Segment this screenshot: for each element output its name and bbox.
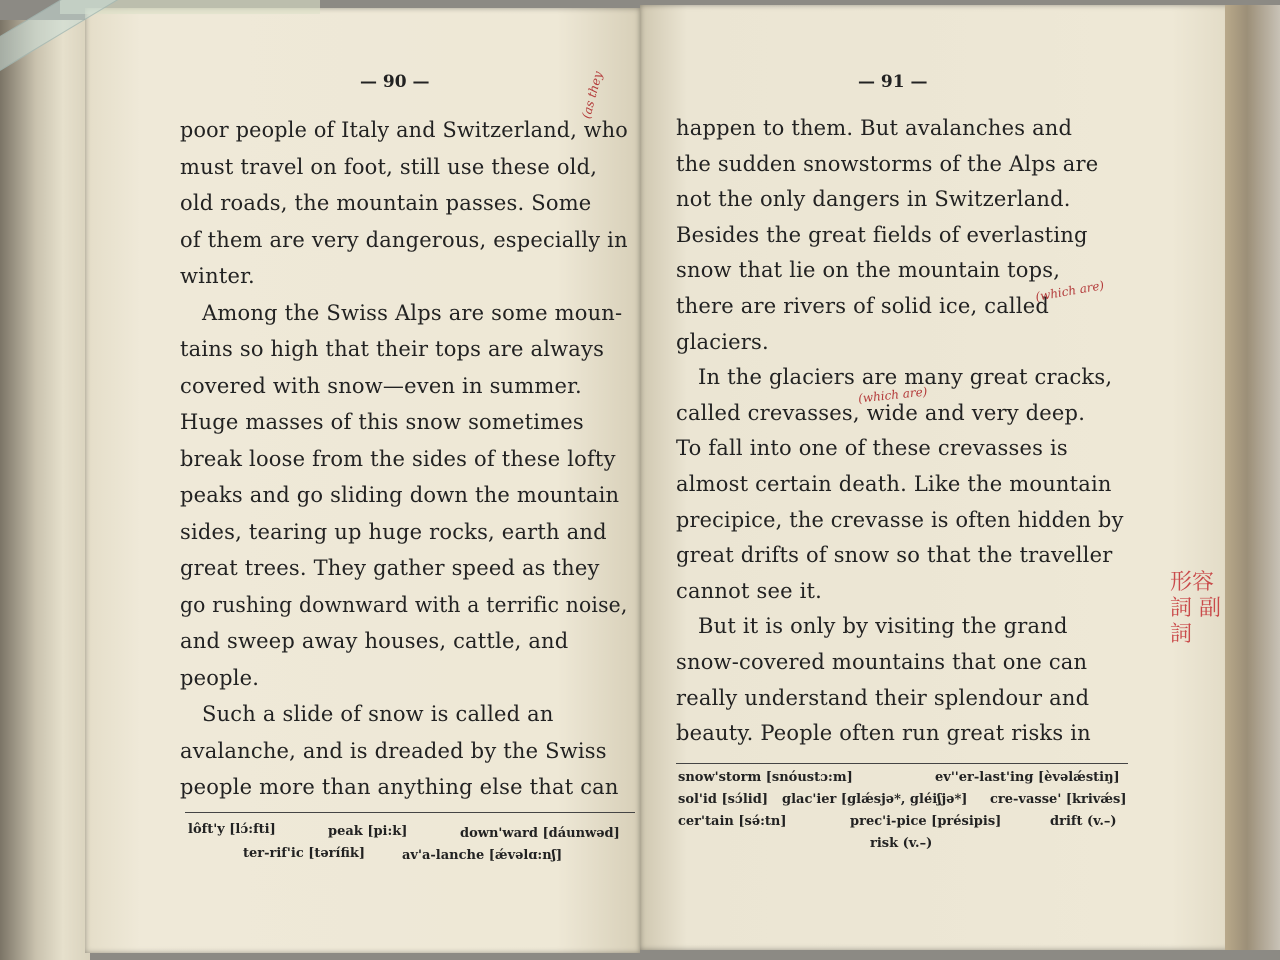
- right-text-line: called crevasses, wide and very deep.: [676, 400, 1086, 425]
- right-text-line: snow that lie on the mountain tops,: [676, 258, 1061, 283]
- left-text-line: Such a slide of snow is called an: [202, 702, 554, 726]
- left-gloss-item: ter-rif'ic [tərífik]: [243, 846, 366, 861]
- left-text-line: tains so high that their tops are always: [180, 337, 605, 361]
- right-text-line: really understand their splendour and: [676, 685, 1090, 710]
- left-gloss-item: down'ward [dáunwəd]: [460, 826, 620, 841]
- left-text-line: great trees. They gather speed as they: [180, 556, 600, 580]
- right-gloss-item: drift (v.–): [1050, 814, 1117, 829]
- right-gloss-item: risk (v.–): [870, 836, 933, 851]
- right-text-line: happen to them. But avalanches and: [676, 116, 1073, 140]
- left-text-line: covered with snow—even in summer.: [180, 373, 582, 398]
- left-text-line: go rushing downward with a terrific noise,: [180, 592, 628, 617]
- left-gloss-item: lôft'y [lɔ́:fti]: [188, 822, 276, 837]
- right-page-number: — 91 —: [858, 72, 928, 92]
- left-gloss-item: av'a-lanche [ǽvəlɑ:nʃ]: [402, 848, 563, 863]
- right-text-line: the sudden snowstorms of the Alps are: [676, 151, 1099, 176]
- right-text-line: cannot see it.: [676, 578, 823, 603]
- handwritten-note: (which are): [857, 384, 929, 406]
- right-gloss-item: sol'id [sɔ́lid]: [678, 792, 768, 807]
- right-gloss-item: snow'storm [snóustɔ:m]: [678, 770, 853, 785]
- left-gloss-item: peak [pi:k]: [328, 824, 408, 839]
- left-text-line: winter.: [180, 264, 255, 288]
- right-text-line: Besides the great fields of everlasting: [676, 222, 1088, 247]
- left-text-line: Huge masses of this snow sometimes: [180, 410, 584, 434]
- right-glossary-divider: [676, 763, 1128, 764]
- left-text-line: and sweep away houses, cattle, and: [180, 629, 569, 653]
- right-text-line: precipice, the crevasse is often hidden by: [676, 507, 1124, 532]
- handwritten-note: (as they: [579, 69, 606, 121]
- right-gloss-item: prec'i-pice [présipis]: [850, 814, 1002, 829]
- handwritten-cjk-note: 形容詞 副詞: [1170, 570, 1221, 647]
- right-text-line: not the only dangers in Switzerland.: [676, 187, 1071, 212]
- left-text-line: old roads, the mountain passes. Some: [180, 191, 592, 215]
- left-text-line: sides, tearing up huge rocks, earth and: [180, 519, 607, 544]
- right-gloss-item: ev''er-last'ing [èvəlǽstiŋ]: [935, 770, 1120, 785]
- left-text-line: must travel on foot, still use these old,: [180, 154, 598, 179]
- right-text-line: there are rivers of solid ice, called: [676, 294, 1050, 318]
- right-text-line: almost certain death. Like the mountain: [676, 472, 1112, 496]
- left-text-line: of them are very dangerous, especially in: [180, 227, 628, 252]
- left-text-line: people more than anything else that can: [180, 775, 619, 799]
- left-text-line: break loose from the sides of these lofty: [180, 446, 616, 471]
- right-text-line: But it is only by visiting the grand: [698, 614, 1068, 639]
- left-text-line: avalanche, and is dreaded by the Swiss: [180, 738, 607, 763]
- handwritten-note: (which are): [1034, 278, 1106, 304]
- left-text-line: people.: [180, 665, 260, 690]
- right-gloss-item: cre-vasse' [krivǽs]: [990, 792, 1127, 807]
- left-text-line: peaks and go sliding down the mountain: [180, 483, 620, 507]
- left-glossary-divider: [185, 812, 635, 813]
- right-text-line: In the glaciers are many great cracks,: [698, 365, 1113, 390]
- left-text-line: poor people of Italy and Switzerland, who: [180, 118, 628, 142]
- right-text-line: To fall into one of these crevasses is: [676, 436, 1068, 461]
- right-cover-edge: [1225, 5, 1280, 950]
- right-gloss-item: glac'ier [glǽsjə*, gléiʃjə*]: [782, 792, 968, 807]
- book-spine-edge: [0, 20, 90, 960]
- left-page-number: — 90 —: [360, 72, 430, 92]
- right-text-line: great drifts of snow so that the traveller: [676, 543, 1113, 568]
- right-gloss-item: cer'tain [sə́:tn]: [678, 814, 787, 829]
- left-text-line: Among the Swiss Alps are some moun-: [202, 300, 623, 325]
- right-text-line: beauty. People often run great risks in: [676, 721, 1091, 746]
- right-text-line: snow-covered mountains that one can: [676, 650, 1088, 674]
- right-text-line: glaciers.: [676, 329, 769, 354]
